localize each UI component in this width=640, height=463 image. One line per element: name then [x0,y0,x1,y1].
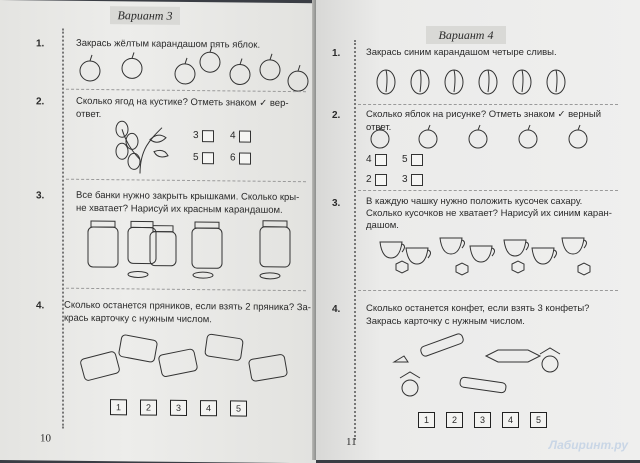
apple-icon [122,52,142,78]
cup-icon [504,240,529,256]
berry-bush-illustration [110,119,170,175]
apple-icon [288,65,308,91]
right-card-1[interactable]: 1 [418,412,435,428]
cup-icon [380,242,405,258]
plum-icon [513,70,531,94]
jar-icon [150,226,176,266]
candy-icon [400,372,420,396]
right-option-2-label: 2 [366,174,372,185]
gingerbread-icon [80,351,120,382]
right-option-4-checkbox[interactable] [375,154,387,166]
gingerbread-icon [118,334,157,362]
right-page-number: 11 [346,436,357,448]
left-task-3-text: Все банки нужно закрыть крышками. Сколько кры- [76,189,300,204]
left-option-4-checkbox[interactable] [239,131,251,143]
plum-icon [377,70,395,94]
sugar-cube-icon [578,263,590,275]
left-task-2-number: 2. [36,96,45,108]
apple-icon [519,125,537,148]
apple-icon [469,125,487,148]
apple-icon [569,125,587,148]
cup-icon [532,248,557,264]
left-separator-3 [66,288,306,292]
left-card-4[interactable]: 4 [200,400,217,416]
cup-icon [470,246,495,262]
left-task-1-text: Закрась жёлтым карандашом пять яблок. [76,37,261,51]
sugar-cube-icon [396,261,408,273]
left-option-5-checkbox[interactable] [202,152,214,164]
left-variant-header: Вариант 3 [110,6,180,25]
right-separator-1 [358,104,618,105]
left-task-4-text-2: крась карточку с нужным числом. [64,312,212,326]
apple-icon [175,58,195,84]
labirint-watermark: Лабиринт.ру [548,438,628,452]
right-card-4[interactable]: 4 [502,412,519,428]
left-card-5[interactable]: 5 [230,400,247,416]
gingerbread-illustration [80,333,310,395]
right-task-1-text: Закрась синим карандашом четыре сливы. [366,47,557,58]
right-task-3-text-2: Сколько кусочков не хватает? Нарисуй их синим каран- [366,208,612,219]
gingerbread-icon [205,334,244,361]
right-card-5[interactable]: 5 [530,412,547,428]
right-card-3[interactable]: 3 [474,412,491,428]
sugar-cube-icon [456,263,468,275]
apple-icon [371,125,389,148]
candy-icon [394,333,464,362]
left-page-number: 10 [40,432,51,445]
apples-row-illustration [368,124,608,154]
left-option-5-label: 5 [193,152,199,164]
left-dotted-margin [62,29,64,429]
jar-icon [88,221,118,267]
right-task-2-number: 2. [332,110,341,121]
candy-icon [540,348,560,372]
right-option-5-checkbox[interactable] [411,154,423,166]
right-card-2[interactable]: 2 [446,412,463,428]
plums-illustration [374,64,574,104]
jars-illustration [88,219,308,281]
left-task-1-number: 1. [36,38,45,50]
left-separator-2 [66,179,306,183]
right-option-5-label: 5 [402,154,408,165]
left-option-3-label: 3 [193,130,199,142]
left-page [0,0,316,463]
candy-icon [486,350,540,362]
left-task-4-text: Сколько останется пряников, если взять 2 пряника? За- [64,299,311,314]
right-task-4-text: Сколько останется конфет, если взять 3 конфеты? [366,303,590,314]
right-page [316,0,640,460]
gingerbread-icon [248,354,287,382]
left-card-3[interactable]: 3 [170,400,187,416]
right-task-3-text-3: дашом. [366,220,399,231]
cup-icon [562,238,587,254]
right-variant-header: Вариант 4 [426,26,506,44]
right-option-2-checkbox[interactable] [375,174,387,186]
apple-icon [260,54,280,80]
left-option-6-label: 6 [230,152,236,164]
cup-icon [406,248,431,264]
left-option-4-label: 4 [230,130,236,142]
right-task-2-text-2: ответ. [366,122,392,133]
gingerbread-icon [158,348,198,377]
right-task-1-number: 1. [332,48,341,59]
left-option-3-checkbox[interactable] [202,130,214,142]
apple-icon [80,55,100,81]
left-task-3-number: 3. [36,190,45,202]
left-task-2-text: Сколько ягод на кустике? Отметь знаком ✓ вер- [76,95,289,110]
right-task-3-text: В каждую чашку нужно положить кусочек сахару. [366,196,583,207]
right-option-3-checkbox[interactable] [411,174,423,186]
apple-icon [230,58,250,84]
cup-icon [440,238,465,254]
plum-icon [411,70,429,94]
candies-illustration [390,334,620,404]
jar-icon [192,222,222,268]
sugar-cube-icon [512,261,524,273]
right-task-4-number: 4. [332,304,341,315]
jar-icon [128,221,156,263]
right-option-3-label: 3 [402,174,408,185]
right-dotted-margin [354,40,356,440]
right-separator-2 [358,190,618,191]
right-option-4-label: 4 [366,154,372,165]
jar-icon [260,221,290,267]
apple-icon [419,125,437,148]
plum-icon [547,70,565,94]
plum-icon [479,70,497,94]
right-task-4-text-2: Закрась карточку с нужным числом. [366,316,525,327]
right-separator-3 [358,290,618,291]
left-card-1[interactable]: 1 [110,399,127,415]
left-task-4-number: 4. [36,300,45,312]
left-card-2[interactable]: 2 [140,399,157,415]
right-task-3-number: 3. [332,198,341,209]
left-task-2-text-2: ответ. [76,108,102,121]
left-task-3-text-2: не хватает? Нарисуй их красным карандашом. [76,202,283,216]
right-task-2-text: Сколько яблок на рисунке? Отметь знаком ✓ верный [366,109,602,120]
candy-icon [460,377,507,393]
cups-illustration [376,234,606,279]
plum-icon [445,70,463,94]
left-option-6-checkbox[interactable] [239,153,251,165]
